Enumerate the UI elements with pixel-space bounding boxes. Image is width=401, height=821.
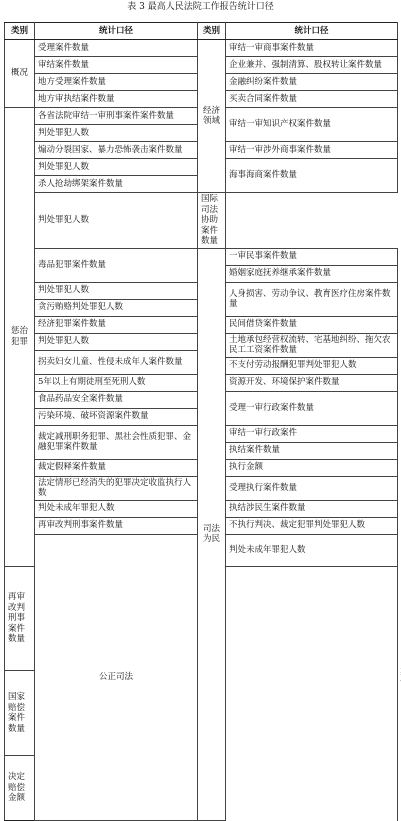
header-metric-right: 统计口径 <box>226 23 398 40</box>
header-metric-left: 统计口径 <box>35 23 198 40</box>
table-cell: 一审民事案件数量 <box>226 248 398 265</box>
table-cell: 婚姻家庭抚养继承案件数量 <box>226 265 398 282</box>
table-cell: 再审改判刑事案件数量 <box>5 566 35 671</box>
table-cell: 5年以上有期徒刑至死刑人数 <box>35 374 198 391</box>
table-cell: 审结案件数量 <box>35 57 198 74</box>
table-cell: 审结一审知识产权案件数量 <box>226 108 398 142</box>
table-cell: 裁定减刑职务犯罪、黑社会性质犯罪、金融犯罪案件数量 <box>35 425 198 459</box>
table-cell: 食品药品安全案件数量 <box>35 391 198 408</box>
table-title: 表 3 最高人民法院工作报告统计口径 <box>127 2 274 12</box>
table-cell: 判处未成年罪犯人数 <box>35 500 198 517</box>
table-cell: 受理执行案件数量 <box>226 476 398 500</box>
table-row <box>5 193 398 249</box>
table-cell: 法定情形已经消失的犯罪决定收监执行人数 <box>35 476 198 500</box>
table-cell: 判处罪犯人数 <box>35 333 198 350</box>
header-category-right: 类别 <box>198 23 226 40</box>
table-cell: 拐卖妇女儿童、性侵未成年人案件数量 <box>35 350 198 374</box>
table-cell: 海事海商案件数量 <box>226 159 398 193</box>
table-cell: 审结一审涉外商事案件数量 <box>226 142 398 159</box>
table-cell: 判处罪犯人数 <box>35 125 198 142</box>
table-cell: 土地承包经营权流转、宅基地纠纷、拖欠农民工工资案件数量 <box>226 333 398 357</box>
table-cell: 国际司法协助案件数量 <box>198 193 226 249</box>
statistics-table <box>4 22 398 821</box>
table-cell: 贪污贿赂判处罪犯人数 <box>35 299 198 316</box>
category-justice: 公正司法 <box>35 534 198 821</box>
table-cell: 审结一审行政案件 <box>226 425 398 442</box>
table-cell: 买卖合同案件数量 <box>226 91 398 108</box>
table-cell: 不执行判决、裁定犯罪判处罪犯人数 <box>226 517 398 534</box>
table-cell: 资源开发、环境保护案件数量 <box>226 374 398 391</box>
table-cell: 毒品犯罪案件数量 <box>35 248 198 282</box>
table-cell: 地方受理案件数量 <box>35 74 198 91</box>
table-cell: 判处未成年罪犯人数 <box>226 534 398 566</box>
table-cell: 决定赔偿金额 <box>5 755 35 820</box>
table-cell: 经济犯罪案件数量 <box>35 316 198 333</box>
table-cell: 人身损害、劳动争议、教育医疗住房案件数量 <box>226 282 398 316</box>
table-cell: 受理一审行政案件数量 <box>226 391 398 425</box>
table-cell: 地方审执结案件数量 <box>35 91 198 108</box>
category-people: 司法为民 <box>198 248 226 821</box>
table-cell: 执结案件数量 <box>226 442 398 459</box>
table-cell: 再审改判刑事案件数量 <box>35 517 198 534</box>
table-cell: 金融纠纷案件数量 <box>226 74 398 91</box>
table-cell: 不支付劳动报酬犯罪判处罪犯人数 <box>226 357 398 374</box>
table-cell: 受理案件数量 <box>35 40 198 57</box>
table-cell: 判处罪犯人数 <box>35 193 198 249</box>
table-cell: 污染环境、破坏资源案件数量 <box>35 408 198 425</box>
category-economy: 经济领域 <box>198 40 226 193</box>
category-punish: 惩治犯罪 <box>5 108 35 567</box>
table-cell: 判处罪犯人数 <box>35 159 198 176</box>
table-cell: 杀人抢劫绑架案件数量 <box>35 176 198 193</box>
table-cell: 判处罪犯人数 <box>35 282 198 299</box>
table-row <box>5 248 398 265</box>
table-header-row <box>5 23 398 40</box>
table-cell: 执结涉民生案件数量 <box>226 500 398 517</box>
header-category-left: 类别 <box>5 23 35 40</box>
table-cell: 民间借贷案件数量 <box>226 316 398 333</box>
table-cell: 企业兼并、强制清算、股权转让案件数量 <box>226 57 398 74</box>
table-cell: 执行金额 <box>226 459 398 476</box>
table-cell: 审结一审商事案件数量 <box>226 40 398 57</box>
table-cell: 裁定假释案件数量 <box>35 459 198 476</box>
table-cell: 国家赔偿案件数量 <box>5 671 35 756</box>
table-cell: 各省法院审结一审刑事案件案件数量 <box>35 108 198 125</box>
category-overview: 概况 <box>5 40 35 108</box>
table-cell: 煽动分裂国家、暴力恐怖袭击案件数量 <box>35 142 198 159</box>
